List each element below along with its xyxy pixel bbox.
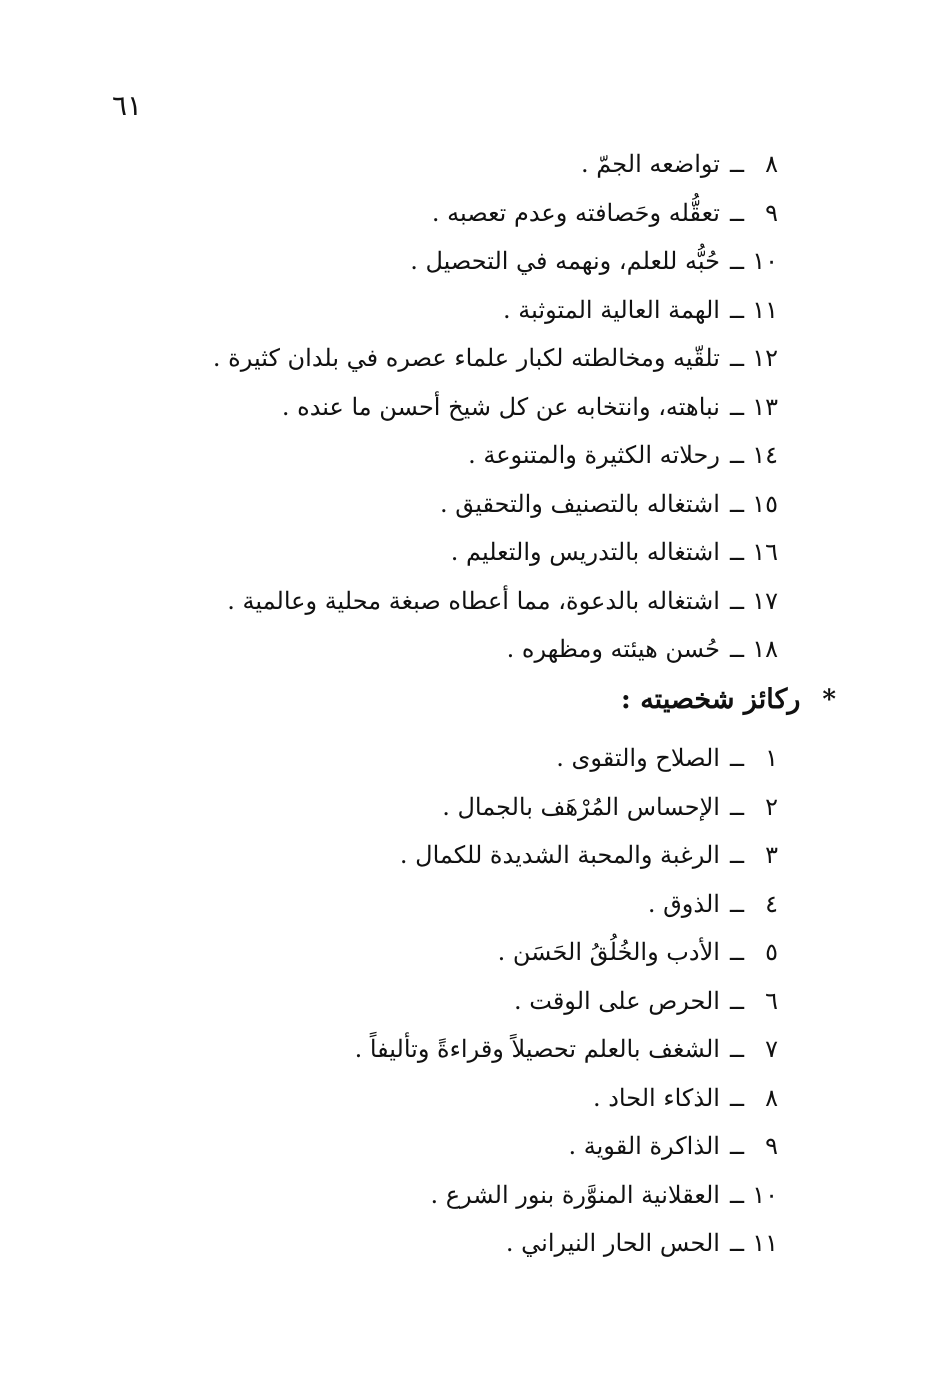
list-item: ١٤ــرحلاته الكثيرة والمتنوعة . (213, 431, 778, 480)
item-text: الهمة العالية المتوثبة . (503, 295, 720, 324)
item-number: ١٢ (752, 344, 778, 372)
item-text: اشتغاله بالدعوة، مما أعطاه صبغة محلية وعالمية . (227, 586, 720, 615)
item-number: ٨ (765, 150, 778, 178)
item-number: ٦ (765, 986, 778, 1015)
item-number: ١٥ (752, 489, 778, 518)
item-number: ١١ (752, 1229, 778, 1257)
list-item: ١٥ــاشتغاله بالتصنيف والتحقيق . (213, 480, 778, 529)
star-icon: * (822, 685, 836, 715)
item-number: ١٤ (752, 441, 778, 469)
item-number: ٩ (765, 1132, 778, 1160)
list-item: ١٨ــحُسن هيئته ومظهره . (213, 625, 778, 674)
item-number: ٤ (765, 889, 778, 918)
item-number: ١٨ (752, 635, 778, 663)
item-text: العقلانية المنوَّرة بنور الشرع . (430, 1180, 720, 1209)
item-text: الصلاح والتقوى . (556, 744, 720, 772)
item-text: اشتغاله بالتصنيف والتحقيق . (439, 489, 720, 518)
item-text: اشتغاله بالتدريس والتعليم . (450, 538, 720, 566)
list-item: ١٣ــنباهته، وانتخابه عن كل شيخ أحسن ما عنده . (213, 383, 778, 432)
item-text: رحلاته الكثيرة والمتنوعة . (468, 441, 720, 469)
list-item: ٣ــالرغبة والمحبة الشديدة للكمال . (355, 831, 778, 880)
item-text: الإحساس المُرْهَف بالجمال . (442, 792, 720, 821)
list-item: ٩ــتعقُّله وحَصافته وعدم تعصبه . (213, 189, 778, 238)
item-text: تلقّيه ومخالطته لكبار علماء عصره في بلدان كثيرة . (212, 344, 720, 372)
item-number: ١١ (752, 295, 778, 324)
item-text: الذاكرة القوية . (568, 1132, 720, 1160)
item-number: ٢ (765, 792, 778, 821)
list-item: ١١ــالهمة العالية المتوثبة . (213, 286, 778, 335)
list-item: ٨ــتواضعه الجمّ . (213, 140, 778, 189)
list-item: ١١ــالحس الحار النيراني . (355, 1219, 778, 1268)
item-number: ١٠ (752, 1180, 778, 1209)
list-item: ١٧ــاشتغاله بالدعوة، مما أعطاه صبغة محلية وعالمية . (213, 577, 778, 626)
item-text: الحرص على الوقت . (514, 986, 720, 1015)
item-text: الشغف بالعلم تحصيلاً وقراءةً وتأليفاً . (354, 1035, 720, 1063)
pillars-list (355, 734, 778, 1268)
list-item: ٥ــالأدب والخُلُقُ الحَسَن . (355, 928, 778, 977)
item-text: تعقُّله وحَصافته وعدم تعصبه . (431, 198, 720, 227)
item-text: نباهته، وانتخابه عن كل شيخ أحسن ما عنده . (281, 392, 720, 421)
section-heading (621, 680, 836, 720)
list-item: ٦ــالحرص على الوقت . (355, 977, 778, 1026)
list-item: ١٦ــاشتغاله بالتدريس والتعليم . (213, 528, 778, 577)
item-number: ١ (765, 744, 778, 772)
item-text: حُسن هيئته ومظهره . (506, 635, 720, 663)
item-text: الحس الحار النيراني . (505, 1229, 720, 1257)
list-item: ١٠ــالعقلانية المنوَّرة بنور الشرع . (355, 1171, 778, 1220)
item-number: ٣ (765, 841, 778, 869)
item-number: ٥ (765, 938, 778, 966)
item-text: تواضعه الجمّ . (581, 150, 720, 178)
item-number: ٧ (765, 1035, 778, 1063)
item-text: حُبُّه للعلم، ونهمه في التحصيل . (410, 247, 720, 275)
list-item: ٢ــالإحساس المُرْهَف بالجمال . (355, 783, 778, 832)
item-number: ١٠ (752, 247, 778, 275)
list-item: ١ــالصلاح والتقوى . (355, 734, 778, 783)
section-title: ركائز شخصيته : (620, 684, 801, 715)
item-number: ٨ (765, 1083, 778, 1112)
item-number: ٩ (765, 198, 778, 227)
item-text: الذوق . (647, 889, 720, 918)
item-text: الرغبة والمحبة الشديدة للكمال . (399, 841, 720, 869)
item-text: الأدب والخُلُقُ الحَسَن . (497, 938, 720, 966)
page-number: ٦١ (112, 89, 143, 122)
list-item: ٤ــالذوق . (355, 880, 778, 929)
list-item: ٨ــالذكاء الحاد . (355, 1074, 778, 1123)
item-text: الذكاء الحاد . (592, 1083, 720, 1112)
list-item: ٧ــالشغف بالعلم تحصيلاً وقراءةً وتأليفاً . (355, 1025, 778, 1074)
list-item: ١٠ــحُبُّه للعلم، ونهمه في التحصيل . (213, 237, 778, 286)
item-number: ١٣ (752, 392, 778, 421)
qualities-list (213, 140, 778, 674)
item-number: ١٧ (752, 586, 778, 615)
list-item: ١٢ــتلقّيه ومخالطته لكبار علماء عصره في بلدان كثيرة . (213, 334, 778, 383)
list-item: ٩ــالذاكرة القوية . (355, 1122, 778, 1171)
item-number: ١٦ (752, 538, 778, 566)
